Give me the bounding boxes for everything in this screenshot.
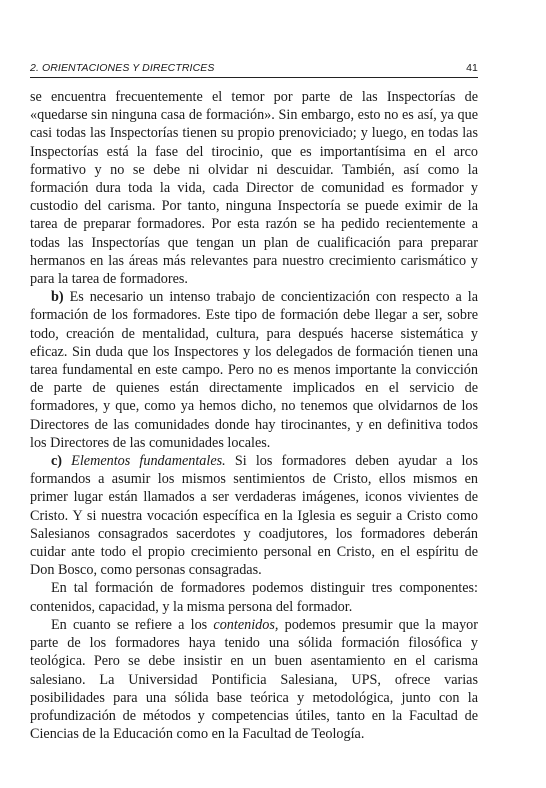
paragraph-1-text: se encuentra frecuentemente el temor por parte de las Inspectorías de «quedarse sin ninguna casa de formación». Sin embargo, esto no es así, ya que casi todas las Inspectorías tienen su propio prenoviciado; y luego, en todas las Inspectorías está la fase del tirocinio, que es importantísima en el arco formativo y no se debe ni olvidar ni descuidar. También, así como la formación dura toda la vida, cada Director de comunidad es formador y custodio del carisma. Por tanto, ninguna Inspectoría se puede eximir de la tarea de preparar formadores. Por esta razón se ha pedido recientemente a todas las Inspectorías que tengan un plan de cualificación para preparar hermanos en las áreas más relevantes para nuestro crecimiento carismático y para la tarea de formadores. — [30, 89, 478, 288]
paragraph-contents-term: contenidos, — [213, 616, 279, 633]
item-marker-c: c) — [51, 453, 63, 470]
paragraph-c-heading: Elementos fundamentales. — [71, 453, 226, 470]
body-text — [30, 88, 478, 743]
paragraph-b-text: Es necesario un intenso trabajo de concientización con respecto a la formación de los formadores. Este tipo de formación debe llegar a ser, sobre todo, creación de mentalidad, cultura, para después hacerse sistemática y eficaz. Sin duda que los Inspectores y los delegados de formación tienen una tarea fundamental en este campo. Pero no es menos importante la convicción de parte de quienes están directamente implicados en el servicio de formadores, y que, como ya hemos dicho, no tenemos que olvidarnos de los Directores de las comunidades donde hay tirocinantes, y en definitiva todos los Directores de las comunidades locales. — [30, 289, 478, 451]
paragraph-c — [30, 452, 478, 579]
item-marker-b: b) — [51, 289, 64, 306]
header-rule — [30, 77, 478, 78]
paragraph-c-text: Si los formadores deben ayudar a los formandos a asumir los mismos sentimientos de Cristo, ellos mismos en primer lugar están llamados a ser verdaderas imágenes, iconos vivientes de Cristo. Y si nuestra vocación específica en la Iglesia es seguir a Cristo como Salesianos consagrados sacerdotes y coadjutores, los formadores deberán cuidar ante todo el propio crecimiento personal en Cristo, en el espíritu de Don Bosco, como personas consagradas. — [30, 453, 479, 579]
paragraph-b — [30, 288, 478, 452]
running-header — [30, 62, 478, 78]
paragraph-components — [30, 579, 478, 615]
paragraph-contents-text: podemos presumir que la mayor parte de los formadores haya tenido una sólida formación filosófica y teológica. Pero se debe insistir en un buen asentamiento en el carisma salesiano. La Universidad Pontificia Salesiana, UPS, ofrece varias posibilidades para una sólida base teórica y metodológica, junto con la profundización de métodos y competencias útiles, tanto en la Facultad de Ciencias de la Educación como en la Facultad de Teología. — [30, 616, 478, 743]
page-number: 41 — [466, 62, 478, 74]
paragraph-contents — [30, 616, 478, 743]
section-title: 2. ORIENTACIONES Y DIRECTRICES — [30, 62, 215, 74]
paragraph-1 — [30, 88, 478, 288]
paragraph-components-text: En tal formación de formadores podemos distinguir tres componentes: contenidos, capacidad, y la misma persona del formador. — [30, 580, 478, 615]
paragraph-contents-intro: En cuanto se refiere a los — [51, 616, 214, 633]
